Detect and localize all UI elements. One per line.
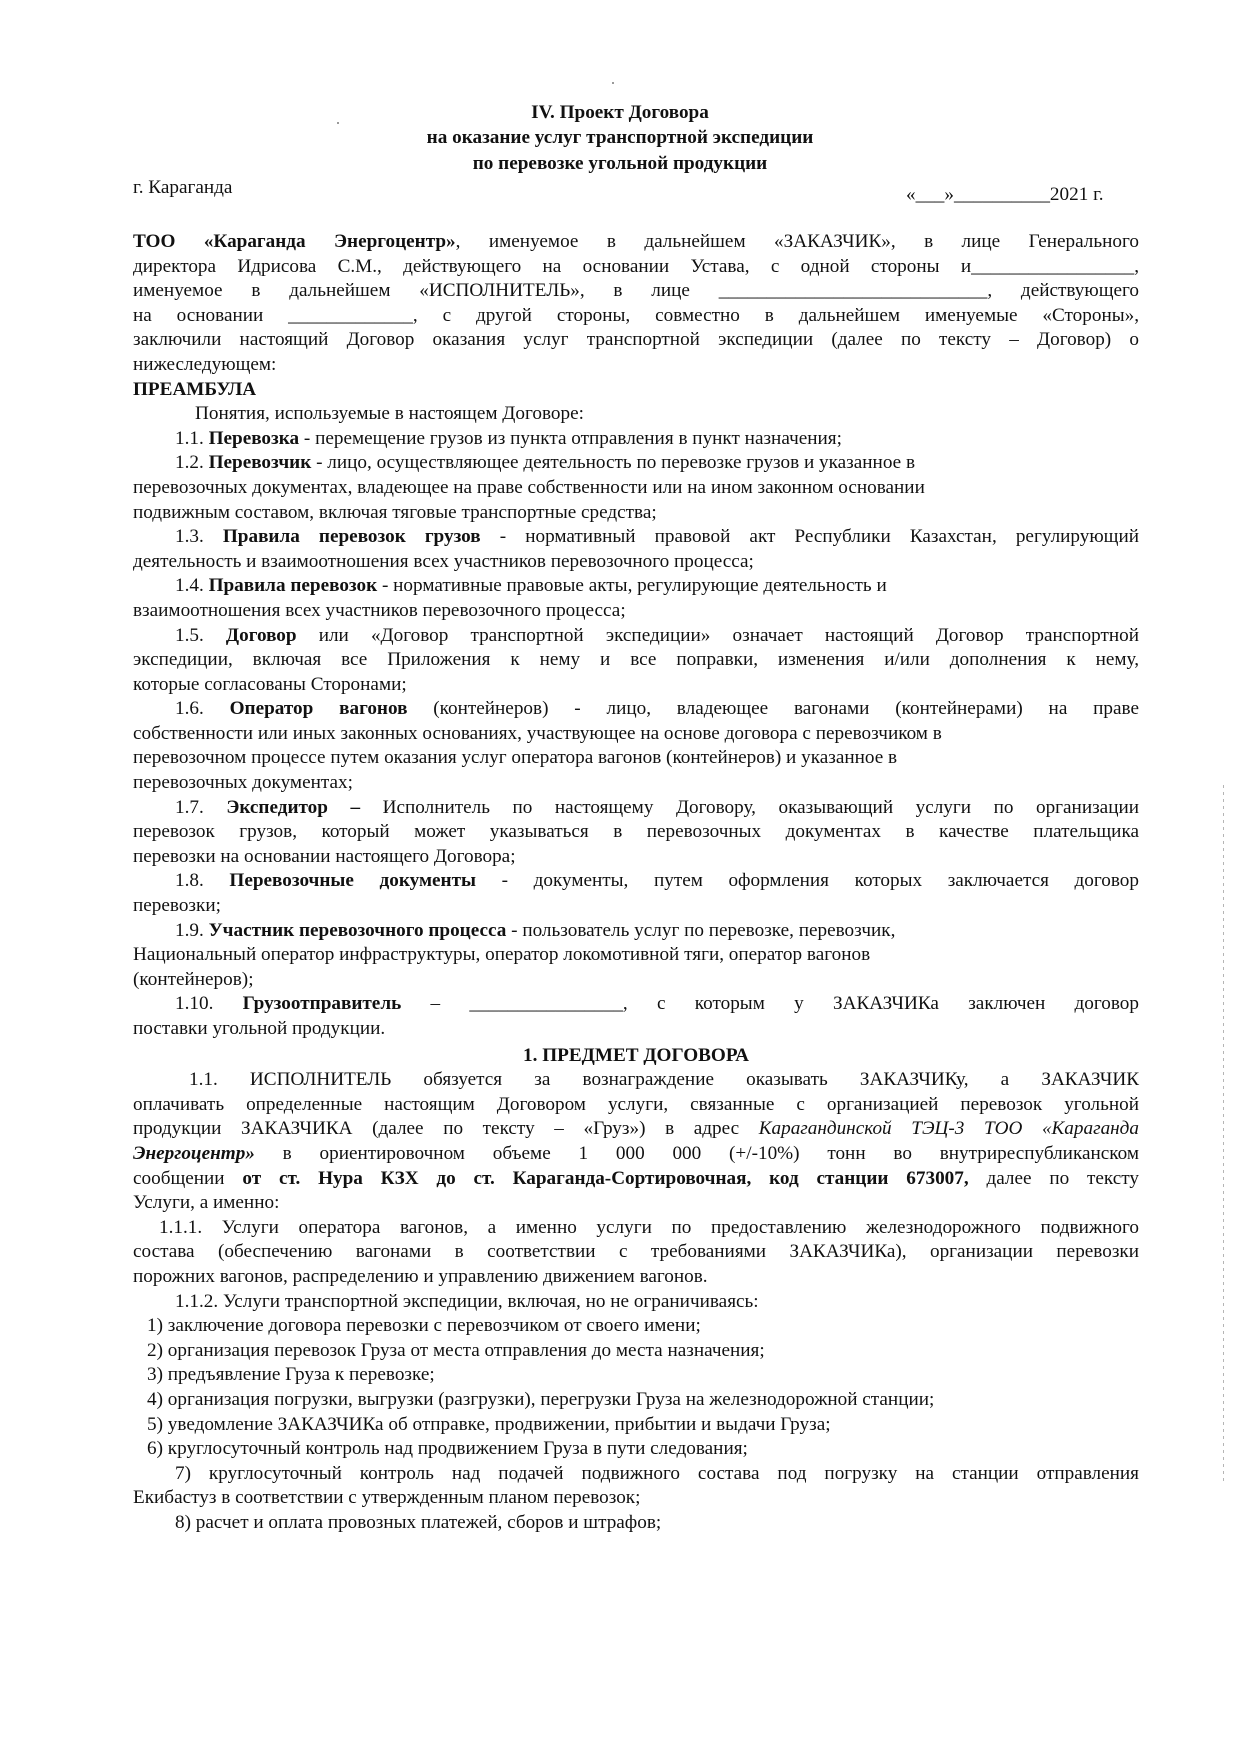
list-item: 1) заключение договора перевозки с перевозчиком от своего имени; <box>147 1315 701 1337</box>
definition-1-7: 1.7. Экспедитор – Исполнитель по настоящему Договору, оказывающий услуги по организации перевозок грузов, который может указываться в перевозочных документах в качестве плательщика перевозки на основании настоящего Договора; <box>133 796 1139 867</box>
definition-1-8: 1.8. Перевозочные документы - документы, путем оформления которых заключается договор перевозки; <box>133 870 1139 917</box>
list-item: 4) организация погрузки, выгрузки (разгрузки), перегрузки Груза на железнодорожной станции; <box>147 1388 935 1410</box>
scan-edge-artifact <box>1223 785 1224 1485</box>
definition-1-4: 1.4. Правила перевозок - нормативные правовые акты, регулирующие деятельность и взаимоотношения всех участников перевозочного процесса; <box>133 575 887 621</box>
document-title-line-3: по перевозке угольной продукции <box>472 153 768 174</box>
scan-speck <box>612 82 614 84</box>
list-item: 3) предъявление Груза к перевозке; <box>147 1364 435 1386</box>
list-item: 7) круглосуточный контроль над подачей подвижного состава под погрузку на станции отправления <box>175 1462 1139 1484</box>
contract-date: «___»__________2021 г. <box>906 184 1104 205</box>
text-line: ТОО «Караганда Энергоцентр», именуемое в дальнейшем «ЗАКАЗЧИК», в лице Генерального <box>133 231 1139 252</box>
preamble-heading: ПРЕАМБУЛА <box>133 378 257 400</box>
definition-1-2: 1.2. Перевозчик - лицо, осуществляющее деятельность по перевозке грузов и указанное в перевозочных документах, владеющее на праве собственности или на ином законном основании подвижным составом, включая тяговые транспортные средства; <box>133 452 925 523</box>
intro-paragraph <box>133 230 1139 378</box>
text-line: именуемое в дальнейшем «ИСПОЛНИТЕЛЬ», в лице ____________________________, действующего <box>133 280 1139 302</box>
text-line: директора Идрисова С.М., действующего на основании Устава, с одной стороны и_________________, <box>133 255 1139 277</box>
text-line: нижеследующем: <box>133 353 277 375</box>
definition-1-3: 1.3. Правила перевозок грузов - нормативный правовой акт Республики Казахстан, регулирующий деятельность и взаимоотношения всех участников перевозочного процесса; <box>133 526 1139 572</box>
customer-name: ТОО «Караганда Энергоцентр» <box>133 231 456 252</box>
list-item: 8) расчет и оплата провозных платежей, сборов и штрафов; <box>175 1511 662 1533</box>
list-item: 2) организация перевозок Груза от места отправления до места назначения; <box>147 1339 765 1361</box>
definition-1-5: 1.5. Договор или «Договор транспортной экспедиции» означает настоящий Договор транспортной экспедиции, включая все Приложения к нему и все поправки, изменения и/или дополнения к нему, которые согласованы Сторонами; <box>133 624 1139 695</box>
list-item: 6) круглосуточный контроль над продвижением Груза в пути следования; <box>147 1438 748 1460</box>
document-title-line-2: на оказание услуг транспортной экспедиции <box>426 127 814 148</box>
definition-1-6: 1.6. Оператор вагонов (контейнеров) - лицо, владеющее вагонами (контейнерами) на праве собственности или иных законных основаниях, участвующее на основе договора с перевозчиком в перевозочном процессе путем оказания услуг оператора вагонов (контейнеров) и указанное в перевозочных документах; <box>133 698 1139 794</box>
definition-1-10: 1.10. Грузоотправитель – ________________, с которым у ЗАКАЗЧИКа заключен договор поставки угольной продукции. <box>133 993 1139 1039</box>
section-1-heading: 1. ПРЕДМЕТ ДОГОВОРА <box>523 1044 749 1066</box>
definition-1-1: 1.1. Перевозка - перемещение грузов из пункта отправления в пункт назначения; <box>175 427 842 449</box>
text-line: на основании _____________, с другой стороны, совместно в дальнейшем именуемые «Стороны», <box>133 304 1139 326</box>
document-title-line-1: IV. Проект Договора <box>531 102 709 123</box>
contract-city: г. Караганда <box>133 177 233 198</box>
text-line: заключили настоящий Договор оказания услуг транспортной экспедиции (далее по тексту – Договор) о <box>133 329 1139 351</box>
clause-1-1-1: 1.1.1. Услуги оператора вагонов, а именно услуги по предоставлению железнодорожного подвижного состава (обеспечению вагонами в соответствии с требованиями ЗАКАЗЧИКа), организации перевозки порожних вагонов, распределению и управлению движением вагонов. <box>133 1216 1139 1287</box>
document-body <box>133 230 1139 1535</box>
clause-1-1-2: 1.1.2. Услуги транспортной экспедиции, включая, но не ограничиваясь: 1) заключение договора перевозки с перевозчиком от своего имени; 2) организация перевозок Груза от места отправления до места назначения; 3) предъявление Груза к перевозке; 4) организация погрузки, выгрузки (разгрузки), перегрузки Груза на железнодорожной станции; 5) уведомление ЗАКАЗЧИКа об отправке, продвижении, прибытии и выдачи Груза; 6) круглосуточный контроль над продвижением Груза в пути следования; 7) круглосуточный контроль над подачей подвижного состава под погрузку на станции отправления Екибастуз в соответствии с утвержденным планом перевозок; 8) расчет и оплата провозных платежей, сборов и штрафов; <box>133 1290 1139 1536</box>
clause-1-1: 1.1. ИСПОЛНИТЕЛЬ обязуется за вознаграждение оказывать ЗАКАЗЧИКу, а ЗАКАЗЧИК оплачивать определенные настоящим Договором услуги, связанные с организацией перевозок угольной продукции ЗАКАЗЧИКА (далее по тексту – «Груз») в адрес Карагандинской ТЭЦ-3 ТОО «Караганда Энергоцентр» в ориентировочном объеме 1 000 000 (+/-10%) тонн во внутриреспубликанском сообщении от ст. Нура КЗХ до ст. Караганда-Сортировочная, код станции 673007, далее по тексту Услуги, а именно: <box>133 1069 1140 1214</box>
list-item: 5) уведомление ЗАКАЗЧИКа об отправке, продвижении, прибытии и выдачи Груза; <box>147 1413 831 1435</box>
definition-1-9: 1.9. Участник перевозочного процесса - пользователь услуг по перевозке, перевозчик, Национальный оператор инфраструктуры, оператор локомотивной тяги, оператор вагонов (контейнеров); <box>133 919 896 990</box>
preamble-lead: Понятия, используемые в настоящем Договоре: <box>195 403 584 425</box>
